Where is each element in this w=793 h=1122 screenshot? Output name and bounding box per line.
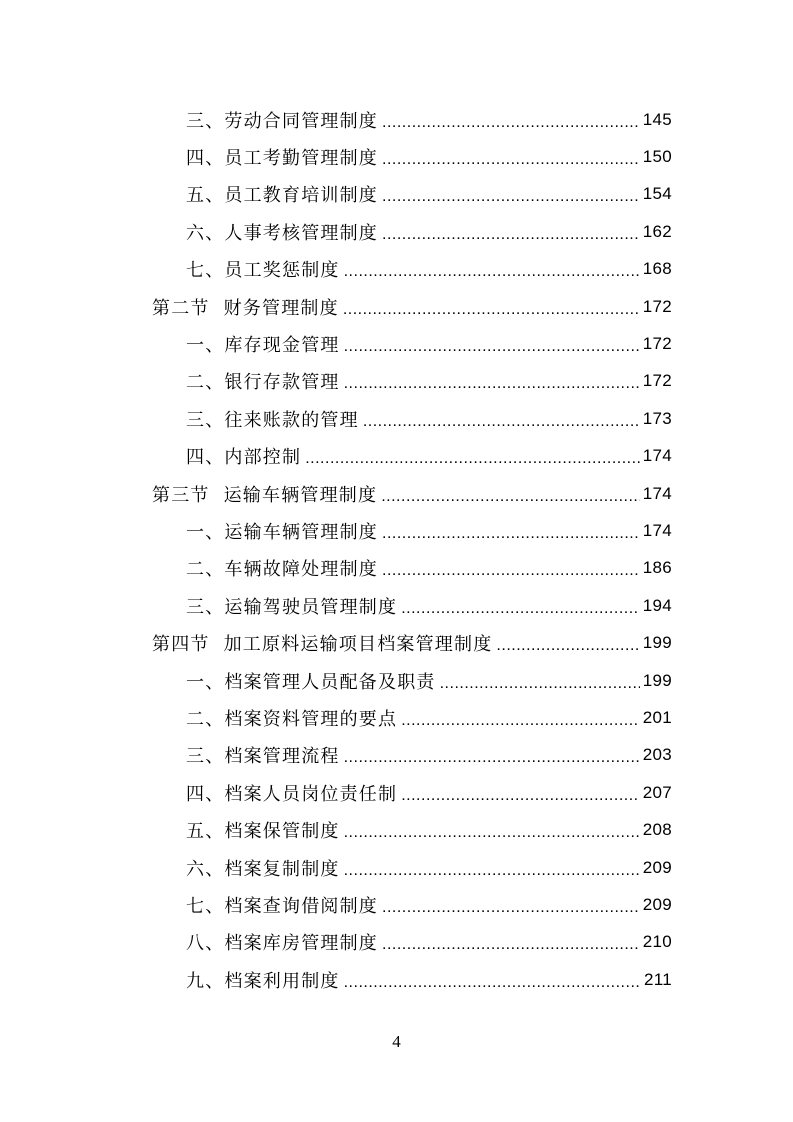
toc-entry[interactable] — [186, 961, 672, 998]
toc-entry-heading — [186, 518, 378, 544]
toc-entry-number: 五 — [186, 185, 206, 207]
dot-leader — [344, 825, 640, 841]
dot-leader — [382, 227, 640, 243]
toc-entry-separator: 、 — [205, 372, 225, 394]
toc-entry-page-number: 207 — [642, 782, 672, 802]
toc-entry-page-number: 186 — [642, 558, 672, 578]
toc-entry-page-number: 145 — [642, 109, 672, 129]
toc-entry-heading — [186, 443, 301, 469]
toc-entry-number: 一 — [186, 521, 206, 543]
toc-entry[interactable] — [186, 438, 672, 475]
toc-entry-page-number: 209 — [642, 894, 672, 914]
toc-entry-separator: 、 — [205, 521, 225, 543]
toc-entry[interactable] — [186, 512, 672, 549]
toc-entry-separator: 、 — [205, 895, 225, 917]
toc-entry-heading — [186, 107, 378, 133]
toc-entry-heading — [152, 294, 339, 320]
toc-entry-title: 员工教育培训制度 — [224, 185, 379, 207]
toc-entry-page-number: 210 — [642, 932, 672, 952]
dot-leader — [382, 563, 640, 579]
toc-entry-heading — [186, 219, 378, 245]
dot-leader — [344, 376, 640, 392]
dot-leader — [382, 526, 640, 542]
toc-entry[interactable] — [186, 400, 672, 437]
dot-leader — [382, 152, 640, 168]
dot-leader — [344, 863, 640, 879]
toc-entry[interactable] — [186, 251, 672, 288]
toc-entry-heading — [186, 705, 397, 731]
toc-entry-heading — [186, 256, 340, 282]
toc-entry-title: 运输车辆管理制度 — [224, 521, 379, 543]
toc-entry[interactable] — [186, 325, 672, 362]
toc-entry-separator: 、 — [205, 110, 225, 132]
toc-entry-title: 档案人员岗位责任制 — [224, 783, 398, 805]
toc-entry-page-number: 174 — [642, 483, 672, 503]
dot-leader — [382, 900, 640, 916]
toc-entry[interactable] — [186, 737, 672, 774]
toc-entry[interactable] — [186, 363, 672, 400]
dot-leader — [382, 937, 640, 953]
toc-entry-separator: 、 — [205, 821, 225, 843]
toc-entry-heading — [186, 967, 340, 993]
toc-entry-title: 车辆故障处理制度 — [224, 559, 379, 581]
toc-entry-separator: 、 — [205, 933, 225, 955]
toc-entry-page-number: 203 — [642, 745, 672, 765]
toc-entry-separator: 、 — [205, 185, 225, 207]
toc-entry-page-number: 199 — [642, 670, 672, 690]
toc-entry-number: 四 — [186, 447, 206, 469]
toc-entry-page-number: 208 — [642, 820, 672, 840]
toc-entry-number: 三 — [186, 110, 206, 132]
toc-entry-page-number: 174 — [642, 446, 672, 466]
table-of-contents — [0, 101, 793, 998]
toc-entry-heading — [186, 406, 359, 432]
toc-entry-title: 员工奖惩制度 — [224, 260, 340, 282]
toc-entry-separator: 、 — [205, 858, 225, 880]
toc-entry-number: 八 — [186, 933, 206, 955]
toc-entry-page-number: 174 — [642, 520, 672, 540]
dot-leader — [344, 339, 640, 355]
toc-entry-separator: 、 — [205, 596, 225, 618]
dot-leader — [344, 750, 640, 766]
toc-entry-number: 二 — [186, 708, 206, 730]
toc-entry-title: 档案管理流程 — [224, 746, 340, 768]
toc-entry-heading — [186, 780, 397, 806]
toc-entry-heading — [186, 929, 378, 955]
toc-entry-heading — [186, 892, 378, 918]
toc-section-entry[interactable] — [152, 288, 672, 325]
toc-entry-heading — [186, 742, 340, 768]
dot-leader — [305, 451, 640, 467]
toc-entry-number: 三 — [186, 746, 206, 768]
toc-entry-separator: 、 — [205, 222, 225, 244]
toc-entry-separator: 、 — [205, 783, 225, 805]
dot-leader — [382, 189, 640, 205]
toc-entry-title: 员工考勤管理制度 — [224, 148, 379, 170]
toc-entry-page-number: 150 — [642, 147, 672, 167]
toc-entry-number: 二 — [186, 372, 206, 394]
toc-entry-page-number: 162 — [642, 221, 672, 241]
dot-leader — [401, 601, 640, 617]
toc-entry[interactable] — [186, 176, 672, 213]
dot-leader — [401, 713, 640, 729]
toc-entry-title: 往来账款的管理 — [224, 409, 359, 431]
dot-leader — [343, 302, 640, 318]
toc-entry[interactable] — [186, 774, 672, 811]
toc-entry-page-number: 199 — [642, 633, 672, 653]
toc-entry-separator: 、 — [205, 671, 225, 693]
toc-entry-page-number: 209 — [642, 857, 672, 877]
toc-entry-separator: 、 — [205, 148, 225, 170]
toc-entry-number: 三 — [186, 409, 206, 431]
toc-entry-heading — [186, 817, 340, 843]
toc-entry[interactable] — [186, 101, 672, 138]
toc-entry-heading — [186, 555, 378, 581]
toc-entry-number: 六 — [186, 222, 206, 244]
toc-entry-title: 运输驾驶员管理制度 — [224, 596, 398, 618]
dot-leader — [344, 975, 641, 991]
toc-entry-separator: 、 — [205, 708, 225, 730]
toc-entry-page-number: 172 — [642, 296, 672, 316]
toc-entry-number: 二 — [186, 559, 206, 581]
dot-leader — [401, 788, 640, 804]
toc-section-entry[interactable] — [152, 624, 672, 661]
toc-entry-title: 运输车辆管理制度 — [223, 484, 378, 506]
toc-section-entry[interactable] — [152, 475, 672, 512]
toc-entry-page-number: 173 — [642, 408, 672, 428]
dot-leader — [440, 676, 640, 692]
toc-entry[interactable] — [186, 811, 672, 848]
toc-entry-title: 档案查询借阅制度 — [224, 895, 379, 917]
dot-leader — [363, 414, 640, 430]
toc-entry-title: 库存现金管理 — [224, 335, 340, 357]
toc-entry-heading — [152, 630, 492, 656]
toc-entry-title: 劳动合同管理制度 — [224, 110, 379, 132]
toc-entry-title: 财务管理制度 — [223, 297, 339, 319]
toc-entry-number: 第三节 — [152, 484, 210, 506]
toc-entry-number: 七 — [186, 895, 206, 917]
dot-leader — [496, 638, 639, 654]
toc-entry-separator: 、 — [205, 335, 225, 357]
toc-entry-separator: 、 — [205, 559, 225, 581]
toc-entry-number: 四 — [186, 783, 206, 805]
toc-entry-heading — [186, 593, 397, 619]
toc-entry-title: 档案利用制度 — [224, 970, 340, 992]
toc-entry[interactable] — [186, 550, 672, 587]
toc-entry-title: 加工原料运输项目档案管理制度 — [223, 634, 493, 656]
toc-entry-title: 人事考核管理制度 — [224, 222, 379, 244]
toc-entry-number: 三 — [186, 596, 206, 618]
toc-entry-separator: 、 — [205, 746, 225, 768]
toc-entry-heading — [186, 855, 340, 881]
toc-entry-page-number: 172 — [642, 334, 672, 354]
toc-entry-title: 档案管理人员配备及职责 — [224, 671, 436, 693]
toc-entry-number: 一 — [186, 335, 206, 357]
toc-entry[interactable] — [186, 662, 672, 699]
toc-entry-number: 七 — [186, 260, 206, 282]
dot-leader — [381, 489, 640, 505]
toc-entry[interactable] — [186, 849, 672, 886]
toc-entry[interactable] — [186, 138, 672, 175]
toc-entry[interactable] — [186, 886, 672, 923]
toc-entry-page-number: 211 — [643, 969, 672, 989]
toc-entry-title: 档案保管制度 — [224, 821, 340, 843]
dot-leader — [344, 264, 640, 280]
toc-entry-page-number: 194 — [642, 595, 672, 615]
toc-entry-page-number: 201 — [642, 707, 672, 727]
toc-entry-heading — [186, 144, 378, 170]
toc-entry-heading — [186, 181, 378, 207]
toc-entry-number: 五 — [186, 821, 206, 843]
toc-entry-page-number: 172 — [642, 371, 672, 391]
dot-leader — [382, 115, 640, 131]
toc-entry-heading — [186, 668, 436, 694]
toc-entry-number: 第四节 — [152, 634, 210, 656]
toc-entry-page-number: 168 — [642, 259, 672, 279]
toc-entry-title: 内部控制 — [224, 447, 302, 469]
toc-entry-separator: 、 — [205, 260, 225, 282]
toc-entry-number: 一 — [186, 671, 206, 693]
toc-entry-number: 四 — [186, 148, 206, 170]
toc-entry[interactable] — [186, 587, 672, 624]
toc-entry[interactable] — [186, 699, 672, 736]
toc-entry-title: 档案库房管理制度 — [224, 933, 379, 955]
page-number: 4 — [392, 1032, 401, 1051]
toc-entry-separator: 、 — [205, 409, 225, 431]
toc-entry-title: 档案资料管理的要点 — [224, 708, 398, 730]
toc-entry-heading — [186, 331, 340, 357]
toc-entry-title: 银行存款管理 — [224, 372, 340, 394]
toc-entry-title: 档案复制制度 — [224, 858, 340, 880]
toc-entry[interactable] — [186, 924, 672, 961]
toc-entry-page-number: 154 — [642, 184, 672, 204]
toc-entry-heading — [186, 368, 340, 394]
toc-entry-number: 六 — [186, 858, 206, 880]
toc-entry-number: 第二节 — [152, 297, 210, 319]
toc-entry-separator: 、 — [205, 970, 225, 992]
toc-entry-separator: 、 — [205, 447, 225, 469]
toc-entry-heading — [152, 481, 377, 507]
toc-entry-number: 九 — [186, 970, 206, 992]
toc-entry[interactable] — [186, 213, 672, 250]
